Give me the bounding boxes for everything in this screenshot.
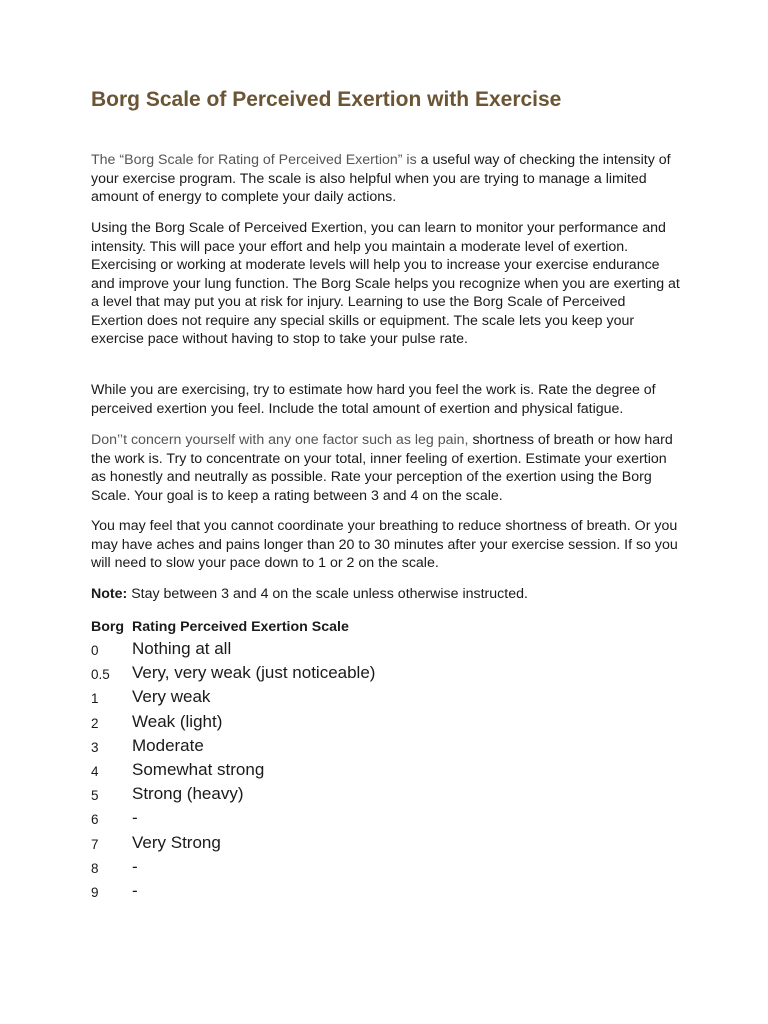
paragraph-concentrate-lead: Don’’t concern yourself with any one factor such as leg pain, <box>91 432 469 448</box>
paragraph-usage: Using the Borg Scale of Perceived Exertion, you can learn to monitor your performance and intensity. This will pace your effort and help you maintain a moderate level of exertion. Exercising or working at moderate levels will help you to increase your exercise endurance and improve your lung function. The Borg Scale helps you recognize when you are exerting at a level that may put you at risk for injury. Learning to use the Borg Scale of Perceived Exertion does not require any special skills or equipment. The scale lets you keep your exercise pace without having to stop to take your pulse rate. <box>91 220 680 347</box>
scale-value: 6 <box>91 812 99 828</box>
scale-description: Weak (light) <box>132 711 223 731</box>
scale-table <box>91 638 491 904</box>
scale-description: - <box>132 880 138 900</box>
scale-value: 4 <box>91 763 99 779</box>
paragraph-intro-rest: a useful way of checking the intensity of your exercise program. The scale is also helpful when you are trying to manage a limited amount of energy to complete your daily actions. <box>91 152 671 205</box>
scale-value: 5 <box>91 788 99 804</box>
paragraph-intro-lead: The “Borg Scale for Rating of Perceived Exertion” is <box>91 152 417 168</box>
paragraph-breathing: You may feel that you cannot coordinate your breathing to reduce shortness of breath. Or you may have aches and pains longer than 20 to 30 minutes after your exercise session. If so you will need to slow your pace down to 1 or 2 on the scale. <box>91 518 678 571</box>
scale-description: Somewhat strong <box>132 759 265 779</box>
scale-value: 8 <box>91 860 99 876</box>
paragraph-estimate: While you are exercising, try to estimate how hard you feel the work is. Rate the degree of perceived exertion you feel. Include the total amount of exertion and physical fatigue. <box>91 382 656 417</box>
scale-row <box>91 856 491 880</box>
scale-description: - <box>132 808 138 828</box>
scale-table-header <box>91 619 349 635</box>
scale-description: - <box>132 856 138 876</box>
scale-value: 0.5 <box>91 667 110 683</box>
scale-description: Nothing at all <box>132 639 232 658</box>
scale-row <box>91 711 491 735</box>
note-text: Stay between 3 and 4 on the scale unless otherwise instructed. <box>127 586 528 602</box>
scale-description: Strong (heavy) <box>132 784 244 804</box>
scale-header-borg: Borg <box>91 619 125 635</box>
scale-row <box>91 686 491 710</box>
scale-value: 0 <box>91 643 99 658</box>
scale-value: 2 <box>91 715 99 731</box>
scale-row <box>91 735 491 759</box>
scale-value: 9 <box>91 884 99 900</box>
scale-value: 3 <box>91 739 99 755</box>
scale-row <box>91 832 491 856</box>
scale-row <box>91 662 491 686</box>
scale-row <box>91 759 491 783</box>
scale-description: Moderate <box>132 735 204 755</box>
scale-row <box>91 638 491 662</box>
scale-description: Very weak <box>132 687 211 707</box>
scale-value: 1 <box>91 691 99 707</box>
paragraph-concentrate-rest: shortness of breath or how hard the work is. Try to concentrate on your total, inner feeling of exertion. Estimate your exertion as honestly and neutrally as possible. Rate your perception of the exertion using the Borg Scale. Your goal is to keep a rating between 3 and 4 on the scale. <box>91 432 673 504</box>
note-label: Note: <box>91 586 128 602</box>
scale-description: Very Strong <box>132 832 221 852</box>
paragraph-intro <box>91 151 681 207</box>
page-title: Borg Scale of Perceived Exertion with Exercise <box>91 88 562 111</box>
scale-header-rating: Rating Perceived Exertion Scale <box>132 619 349 635</box>
note-paragraph <box>91 585 681 604</box>
paragraph-concentrate <box>91 431 681 505</box>
scale-row <box>91 783 491 807</box>
scale-row <box>91 880 491 904</box>
scale-row <box>91 807 491 831</box>
scale-value: 7 <box>91 836 99 852</box>
scale-description: Very, very weak (just noticeable) <box>132 663 376 683</box>
